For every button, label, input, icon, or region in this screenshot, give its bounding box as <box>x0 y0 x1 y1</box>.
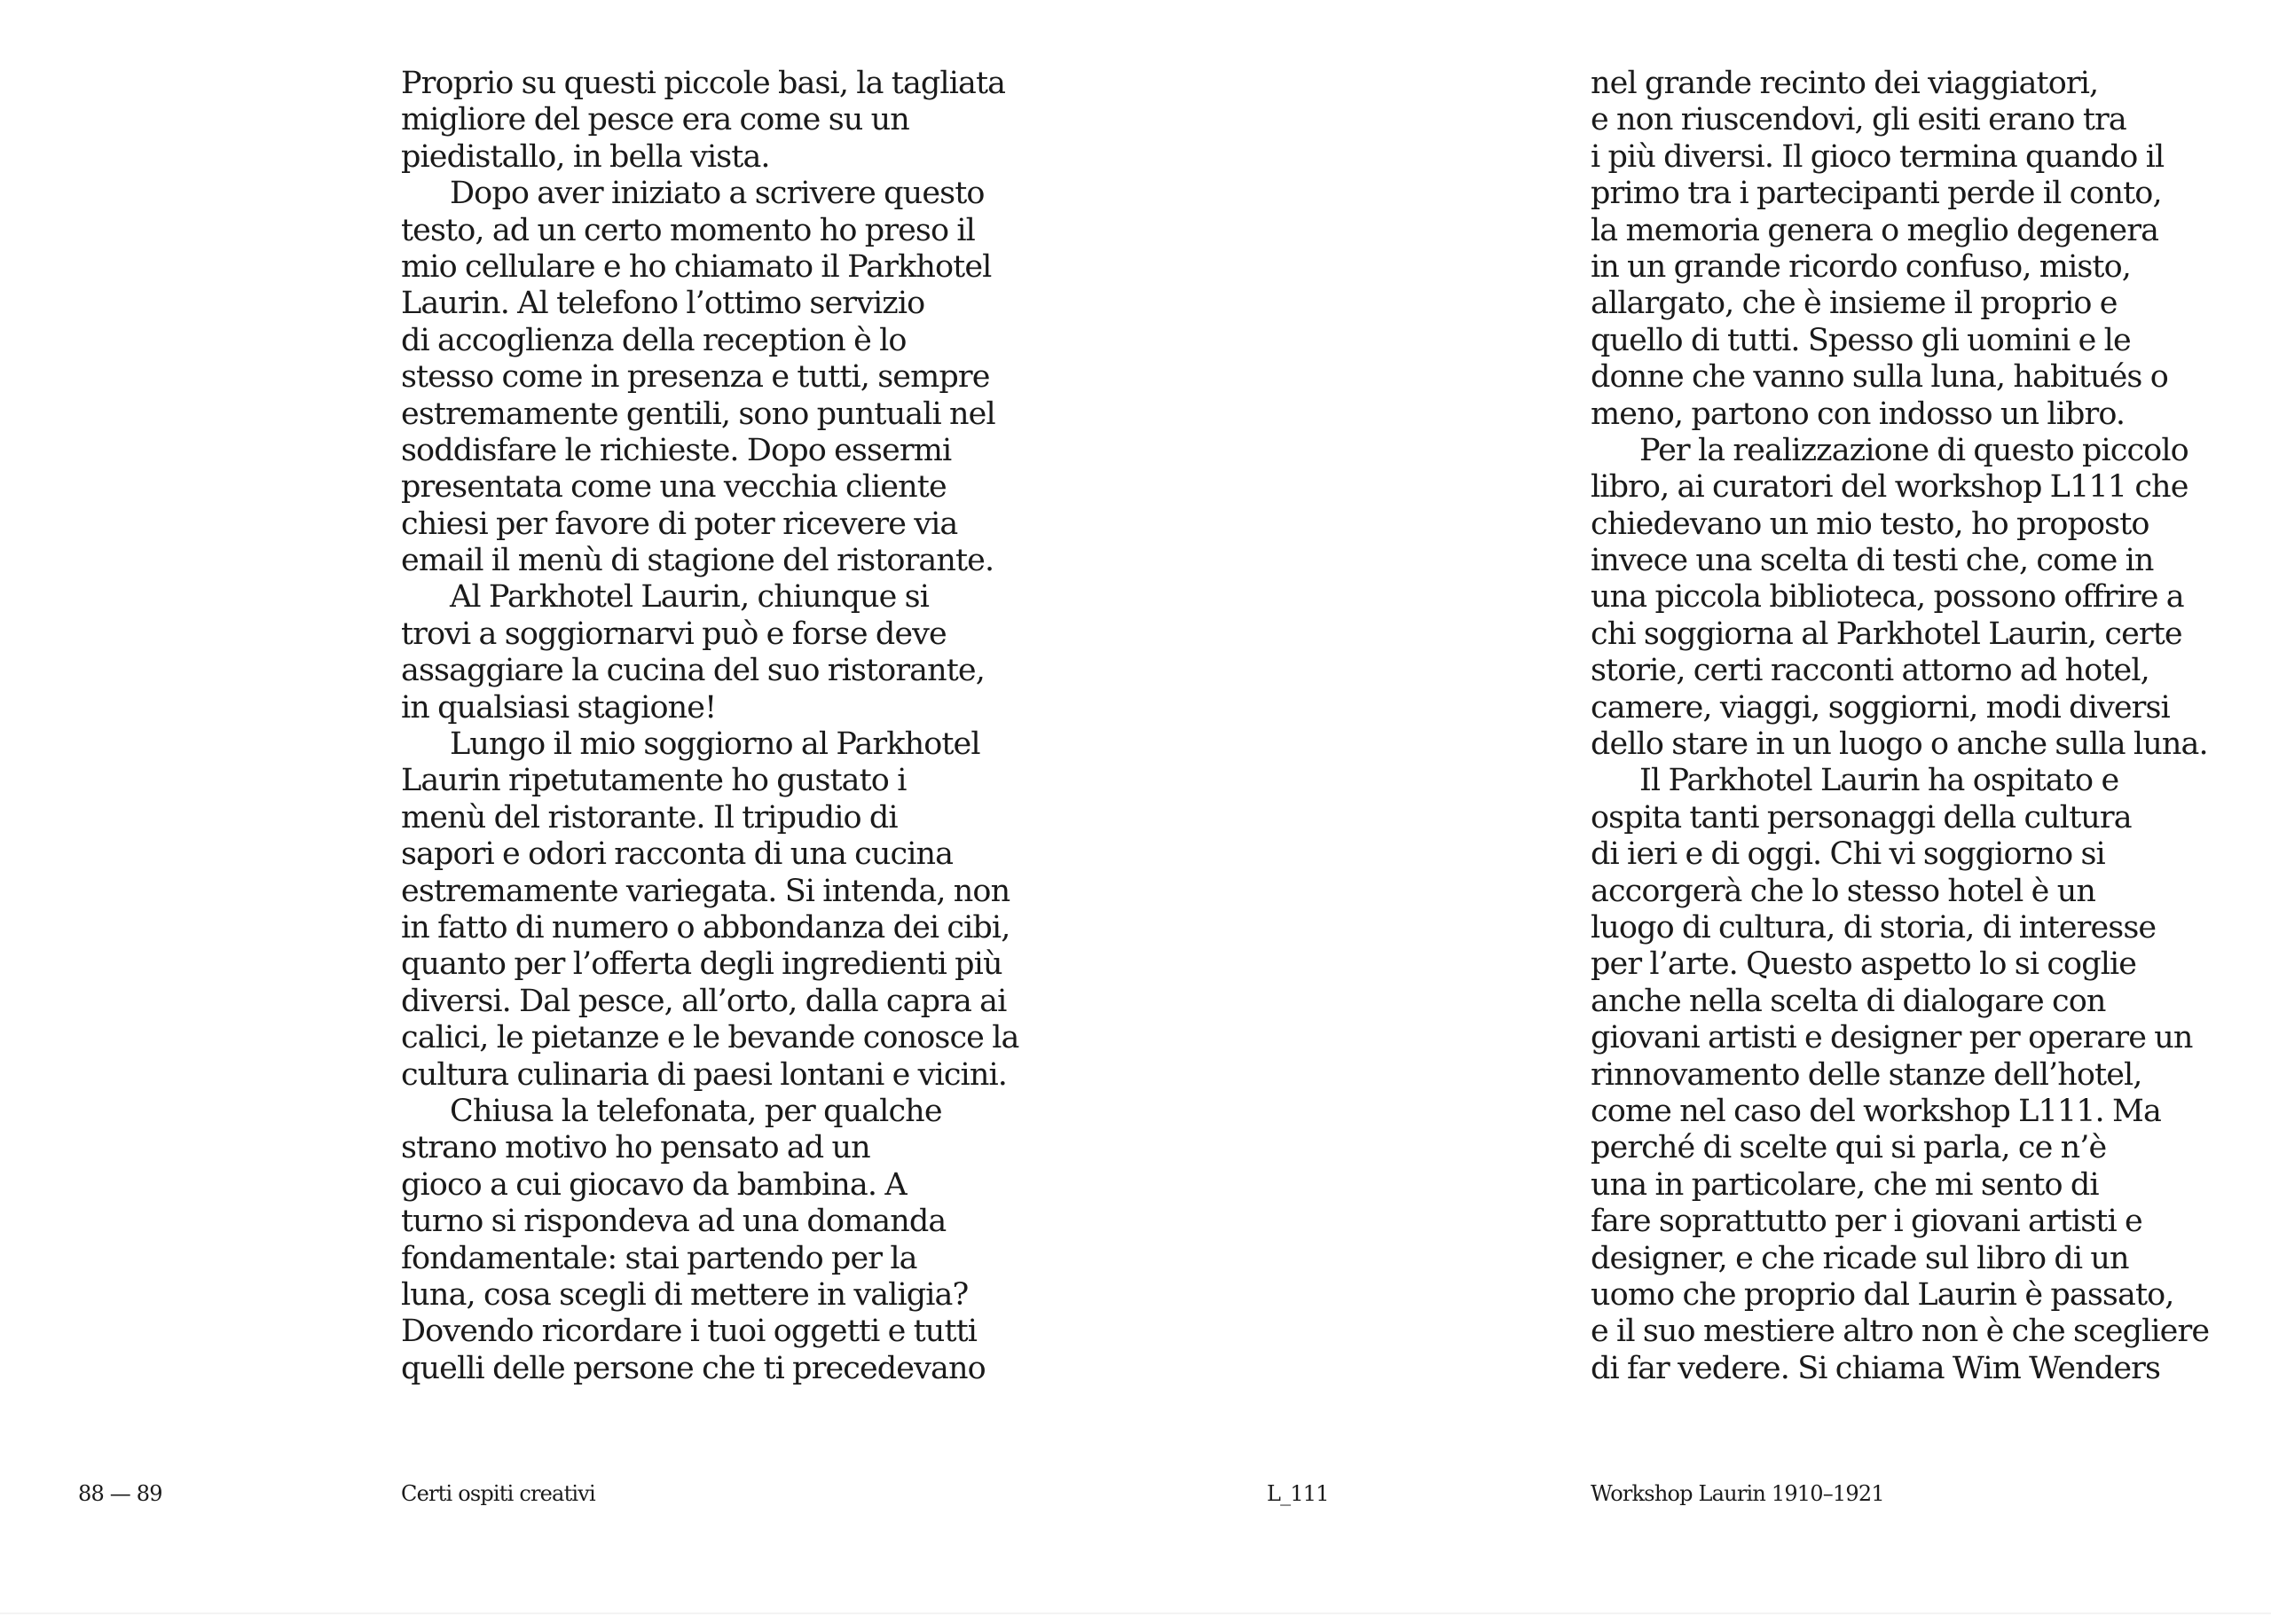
text-line: testo, ad un certo momento ho preso il <box>401 212 975 248</box>
text-line: e non riuscendovi, gli esiti erano tra <box>1591 102 2126 138</box>
text-line: mio cellulare e ho chiamato il Parkhotel <box>401 248 992 285</box>
text-line: primo tra i partecipanti perde il conto, <box>1591 176 2162 212</box>
text-line: di ieri e di oggi. Chi vi soggiorno si <box>1591 836 2105 873</box>
text-line: ospita tanti personaggi della cultura <box>1591 799 2132 836</box>
text-line: camere, viaggi, soggiorni, modi diversi <box>1591 689 2170 726</box>
text-line: estremamente gentili, sono puntuali nel <box>401 396 995 432</box>
text-line: trovi a soggiornarvi può e forse deve <box>401 616 947 652</box>
text-line: calici, le pietanze e le bevande conosce la <box>401 1020 1019 1056</box>
text-line: Laurin. Al telefono l’ottimo servizio <box>401 286 925 322</box>
page-bottom-edge <box>0 1612 2271 1614</box>
right-running-title: Workshop Laurin 1910–1921 <box>1591 1481 1884 1506</box>
text-line: email il menù di stagione del ristorante. <box>401 543 994 579</box>
text-line: libro, ai curatori del workshop L111 che <box>1591 469 2188 506</box>
text-line: Per la realizzazione di questo piccolo <box>1639 432 2188 468</box>
text-line: quelli delle persone che ti precedevano <box>401 1350 986 1386</box>
text-line: estremamente variegata. Si intenda, non <box>401 873 1010 909</box>
text-line: quello di tutti. Spesso gli uomini e le <box>1591 322 2131 358</box>
text-line: rinnovamento delle stanze dell’hotel, <box>1591 1056 2142 1093</box>
text-line: menù del ristorante. Il tripudio di <box>401 799 898 836</box>
text-line: fare soprattutto per i giovani artisti e <box>1591 1204 2142 1240</box>
text-line: chiedevano un mio testo, ho proposto <box>1591 506 2149 542</box>
text-line: giovani artisti e designer per operare un <box>1591 1020 2193 1056</box>
right-page-text <box>1591 66 2209 1387</box>
text-line: Proprio su questi piccole basi, la tagliata <box>401 66 1006 101</box>
text-line: di accoglienza della reception è lo <box>401 322 907 358</box>
text-line: nel grande recinto dei viaggiatori, <box>1591 66 2099 101</box>
text-line: donne che vanno sulla luna, habitués o <box>1591 359 2168 396</box>
text-line: piedistallo, in bella vista. <box>401 138 770 175</box>
text-line: Laurin ripetutamente ho gustato i <box>401 763 907 799</box>
text-line: la memoria genera o meglio degenera <box>1591 212 2159 248</box>
text-line: Chiusa la telefonata, per qualche <box>450 1093 942 1129</box>
text-line: Dovendo ricordare i tuoi oggetti e tutti <box>401 1314 978 1350</box>
text-line: uomo che proprio dal Laurin è passato, <box>1591 1276 2174 1313</box>
text-line: Lungo il mio soggiorno al Parkhotel <box>450 726 980 763</box>
text-line: diversi. Dal pesce, all’orto, dalla capra ai <box>401 983 1007 1019</box>
text-line: in qualsiasi stagione! <box>401 689 717 726</box>
section-code: L_111 <box>1267 1481 1329 1506</box>
text-line: meno, partono con indosso un libro. <box>1591 396 2126 432</box>
text-line: una piccola biblioteca, possono offrire a <box>1591 579 2184 616</box>
text-line: in un grande ricordo confuso, misto, <box>1591 248 2131 285</box>
text-line: sapori e odori racconta di una cucina <box>401 836 954 873</box>
text-line: una in particolare, che mi sento di <box>1591 1166 2099 1203</box>
text-line: accorgerà che lo stesso hotel è un <box>1591 873 2095 909</box>
text-line: cultura culinaria di paesi lontani e vicini. <box>401 1056 1007 1093</box>
text-line: allargato, che è insieme il proprio e <box>1591 286 2118 322</box>
text-line: chi soggiorna al Parkhotel Laurin, certe <box>1591 616 2182 652</box>
text-line: Dopo aver iniziato a scrivere questo <box>450 176 985 212</box>
text-line: dello stare in un luogo o anche sulla luna. <box>1591 726 2208 763</box>
text-line: designer, e che ricade sul libro di un <box>1591 1240 2129 1276</box>
text-line: di far vedere. Si chiama Wim Wenders <box>1591 1350 2161 1386</box>
text-line: Al Parkhotel Laurin, chiunque si <box>450 579 930 616</box>
text-line: soddisfare le richieste. Dopo essermi <box>401 432 952 468</box>
page-numbers: 88 — 89 <box>78 1481 162 1506</box>
text-line: Il Parkhotel Laurin ha ospitato e <box>1639 763 2119 799</box>
text-line: in fatto di numero o abbondanza dei cibi, <box>401 909 1010 945</box>
left-page-text <box>401 66 1018 1387</box>
text-line: invece una scelta di testi che, come in <box>1591 543 2154 579</box>
text-line: gioco a cui giocavo da bambina. A <box>401 1166 907 1203</box>
text-line: come nel caso del workshop L111. Ma <box>1591 1093 2161 1129</box>
text-line: presentata come una vecchia cliente <box>401 469 947 506</box>
text-line: anche nella scelta di dialogare con <box>1591 983 2106 1019</box>
text-line: luna, cosa scegli di mettere in valigia? <box>401 1276 969 1313</box>
text-line: e il suo mestiere altro non è che scegliere <box>1591 1314 2210 1350</box>
text-line: fondamentale: stai partendo per la <box>401 1240 917 1276</box>
left-running-title: Certi ospiti creativi <box>401 1481 595 1506</box>
text-line: assaggiare la cucina del suo ristorante, <box>401 653 985 689</box>
text-line: strano motivo ho pensato ad un <box>401 1130 870 1166</box>
text-line: storie, certi racconti attorno ad hotel, <box>1591 653 2149 689</box>
text-line: chiesi per favore di poter ricevere via <box>401 506 958 542</box>
text-line: quanto per l’offerta degli ingredienti più <box>401 946 1002 983</box>
text-line: turno si rispondeva ad una domanda <box>401 1204 947 1240</box>
text-line: stesso come in presenza e tutti, sempre <box>401 359 990 396</box>
text-line: luogo di cultura, di storia, di interesse <box>1591 909 2157 945</box>
text-line: per l’arte. Questo aspetto lo si coglie <box>1591 946 2137 983</box>
text-line: i più diversi. Il gioco termina quando il <box>1591 138 2165 175</box>
text-line: perché di scelte qui si parla, ce n’è <box>1591 1130 2107 1166</box>
text-line: migliore del pesce era come su un <box>401 102 909 138</box>
